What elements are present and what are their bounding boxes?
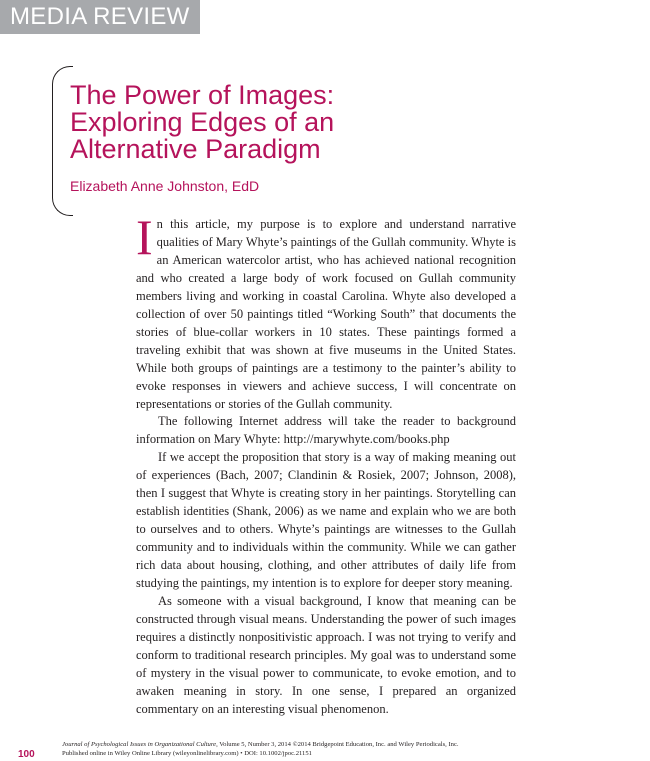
body-paragraph: As someone with a visual background, I know that meaning can be constructed through visual means. Understanding the power of such images requires a distinctly nonpositivistic approach. I was not trying to verify and conform to traditional research principles. My goal was to understand some of mystery in the visual power to communicate, to evoke emotion, and to awaken meaning in story. In one sense, I prepared an organized commentary on an interesting visual phenomenon. xyxy=(136,594,516,716)
title-line: Alternative Paradigm xyxy=(70,134,321,164)
article-body xyxy=(136,209,516,719)
title-line: Exploring Edges of an xyxy=(70,107,335,137)
title-line: The Power of Images: xyxy=(70,80,335,110)
author-byline: Elizabeth Anne Johnston, EdD xyxy=(70,178,260,194)
journal-details: , Volume 5, Number 3, 2014 ©2014 Bridgepoint Education, Inc. and Wiley Periodicals, Inc. xyxy=(216,741,459,748)
paragraph-text: n this article, my purpose is to explore and understand narrative qualities of Mary Whyte’s paintings of the Gullah community. Whyte is an American watercolor artist, who has achieved national recognition and who created a large body of work focused on Gullah community members living and working in coastal Carolina. Whyte also developed a collection of over 50 paintings titled “Working South” that documents the stories of blue-collar workers in 10 states. These paintings formed a traveling exhibit that was shown at five museums in the United States. While both groups of paintings are a testimony to the painter’s ability to evoke responses in viewers and achieve success, I will concentrate on representations or stories of the Gullah community. xyxy=(136,217,516,411)
journal-name: Journal of Psychological Issues in Organizational Culture xyxy=(62,741,217,748)
page-number: 100 xyxy=(18,749,35,760)
footer-citation xyxy=(62,740,502,758)
drop-cap: I xyxy=(136,209,153,265)
body-paragraph: The following Internet address will take the reader to background information on Mary Whyte: http://marywhyte.com/books.php xyxy=(136,414,516,447)
body-paragraph: If we accept the proposition that story is a way of making meaning out of experiences (Bach, 2007; Clandinin & Rosiek, 2007; Johnson, 2008), then I suggest that Whyte is creating story in her paintings. Storytelling can establish identities (Shank, 2006) as we name and explain who we are both to ourselves and to others. Whyte’s paintings are witnesses to the Gullah community and to individuals within the community. While we can gather rich data about housing, clothing, and other attributes of daily life from studying the paintings, my intention is to explore for deeper story meaning. xyxy=(136,450,516,591)
section-label: MEDIA REVIEW xyxy=(0,0,200,34)
body-paragraph xyxy=(136,209,516,413)
journal-line xyxy=(62,740,502,749)
article-title xyxy=(70,82,490,163)
publication-line: Published online in Wiley Online Library (wileyonlinelibrary.com) • DOI: 10.1002/jpoc.21151 xyxy=(62,750,312,757)
